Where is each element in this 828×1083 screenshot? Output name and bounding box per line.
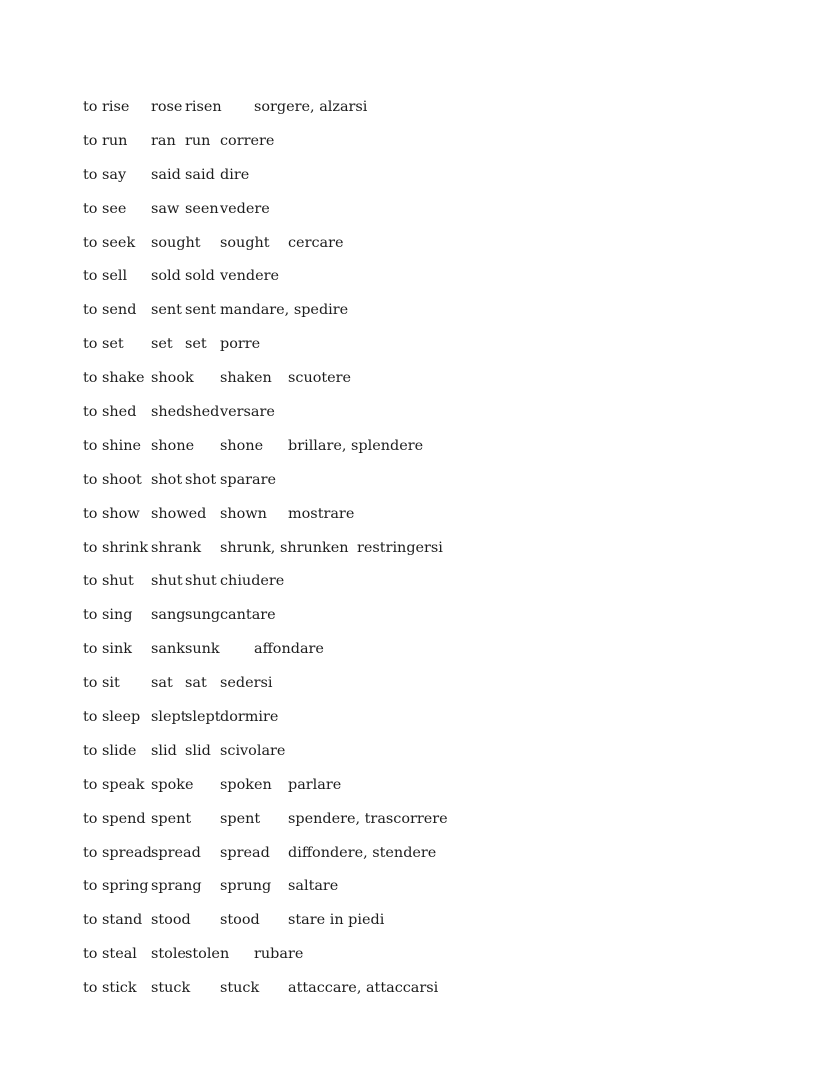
verb-infinitive: to shake	[83, 370, 145, 387]
verb-row	[83, 97, 803, 131]
verb-past: spent	[151, 810, 192, 827]
verb-participle: sent	[185, 302, 216, 319]
verb-row	[83, 944, 803, 978]
verb-row	[83, 504, 803, 538]
verb-translation: restringersi	[357, 539, 443, 556]
verb-participle: sung	[185, 607, 221, 624]
verb-past: spoke	[151, 776, 194, 793]
verb-translation: sedersi	[220, 675, 273, 692]
verb-infinitive: to spread	[83, 844, 152, 861]
verb-participle: set	[185, 336, 207, 353]
verb-infinitive: to sell	[83, 268, 128, 285]
verb-participle: shed	[185, 404, 220, 421]
verb-infinitive: to sing	[83, 607, 133, 624]
verb-past: shut	[151, 573, 183, 590]
verb-translation: brillare, splendere	[288, 437, 424, 454]
verb-translation: mandare, spedire	[220, 302, 349, 319]
verb-translation: vendere	[220, 268, 280, 285]
verb-translation: cantare	[220, 607, 276, 624]
verb-translation: attaccare, attaccarsi	[288, 980, 439, 997]
verb-past: shone	[151, 437, 195, 454]
verb-past: slid	[151, 742, 177, 759]
verb-infinitive: to say	[83, 166, 127, 183]
irregular-verb-list	[83, 97, 803, 1012]
verb-past: stuck	[151, 980, 191, 997]
verb-past: sold	[151, 268, 181, 285]
verb-participle: slid	[185, 742, 211, 759]
verb-past: sang	[151, 607, 186, 624]
verb-past: shot	[151, 471, 183, 488]
verb-participle: risen	[185, 99, 222, 115]
verb-infinitive: to steal	[83, 946, 137, 963]
verb-past: shed	[151, 404, 186, 421]
verb-row	[83, 470, 803, 504]
verb-infinitive: to stand	[83, 912, 143, 929]
verb-translation: sorgere, alzarsi	[254, 99, 368, 115]
verb-row	[83, 402, 803, 436]
verb-translation: dire	[220, 166, 250, 183]
verb-past: said	[151, 166, 181, 183]
verb-translation: saltare	[288, 878, 339, 895]
verb-translation: scivolare	[220, 742, 286, 759]
verb-participle: sold	[185, 268, 215, 285]
verb-past: slept	[151, 709, 187, 726]
verb-infinitive: to slide	[83, 742, 137, 759]
verb-infinitive: to spend	[83, 810, 146, 827]
verb-translation: cercare	[288, 234, 344, 251]
verb-row	[83, 571, 803, 605]
verb-translation: affondare	[254, 641, 324, 658]
verb-infinitive: to sink	[83, 641, 132, 658]
verb-row	[83, 233, 803, 267]
verb-participle: stood	[220, 912, 260, 929]
verb-infinitive: to shrink	[83, 539, 149, 556]
verb-participle: said	[185, 166, 215, 183]
verb-participle: shot	[185, 471, 217, 488]
verb-infinitive: to seek	[83, 234, 136, 251]
verb-translation: diffondere, stendere	[288, 844, 437, 861]
verb-translation: rubare	[254, 946, 304, 963]
verb-past: stole	[151, 946, 186, 963]
verb-past: sank	[151, 641, 185, 658]
verb-row	[83, 741, 803, 775]
verb-infinitive: to sit	[83, 675, 120, 692]
verb-translation: mostrare	[288, 505, 355, 522]
verb-row	[83, 639, 803, 673]
verb-infinitive: to see	[83, 200, 127, 217]
verb-past: ran	[151, 132, 176, 149]
verb-participle: run	[185, 132, 211, 149]
verb-infinitive: to shed	[83, 404, 137, 421]
verb-participle: shown	[220, 505, 267, 522]
verb-translation: stare in piedi	[288, 912, 385, 929]
verb-row	[83, 199, 803, 233]
verb-translation: vedere	[220, 200, 270, 217]
verb-participle: stolen	[185, 946, 230, 963]
verb-infinitive: to shine	[83, 437, 142, 454]
verb-row	[83, 605, 803, 639]
verb-row	[83, 334, 803, 368]
verb-translation: spendere, trascorrere	[288, 810, 448, 827]
verb-past: sat	[151, 675, 173, 692]
verb-participle: sunk	[185, 641, 220, 658]
verb-past: set	[151, 336, 173, 353]
verb-row	[83, 876, 803, 910]
verb-translation: parlare	[288, 776, 342, 793]
verb-row	[83, 910, 803, 944]
verb-infinitive: to spring	[83, 878, 149, 895]
verb-row	[83, 436, 803, 470]
verb-row	[83, 368, 803, 402]
verb-translation: correre	[220, 132, 275, 149]
verb-participle: sprung	[220, 878, 272, 895]
verb-row	[83, 843, 803, 877]
verb-past: sought	[151, 234, 201, 251]
verb-infinitive: to rise	[83, 99, 130, 115]
verb-past: shrank	[151, 539, 202, 556]
verb-infinitive: to speak	[83, 776, 145, 793]
verb-past: spread	[151, 844, 201, 861]
verb-participle: shrunk, shrunken	[220, 539, 349, 556]
verb-participle: spread	[220, 844, 270, 861]
verb-participle: seen	[185, 200, 219, 217]
verb-past: sent	[151, 302, 182, 319]
verb-participle: shut	[185, 573, 217, 590]
verb-translation: sparare	[220, 471, 277, 488]
verb-row	[83, 673, 803, 707]
verb-row	[83, 165, 803, 199]
verb-row	[83, 707, 803, 741]
verb-infinitive: to send	[83, 302, 137, 319]
verb-translation: versare	[220, 404, 275, 421]
verb-past: stood	[151, 912, 191, 929]
verb-infinitive: to show	[83, 505, 140, 522]
verb-translation: chiudere	[220, 573, 285, 590]
verb-row	[83, 978, 803, 1012]
verb-infinitive: to stick	[83, 980, 137, 997]
verb-translation: dormire	[220, 709, 279, 726]
verb-translation: porre	[220, 336, 261, 353]
verb-infinitive: to set	[83, 336, 124, 353]
verb-infinitive: to shoot	[83, 471, 142, 488]
verb-row	[83, 300, 803, 334]
verb-participle: slept	[185, 709, 221, 726]
verb-participle: shaken	[220, 370, 272, 387]
verb-participle: sat	[185, 675, 207, 692]
verb-participle: shone	[220, 437, 264, 454]
verb-past: showed	[151, 505, 207, 522]
verb-row	[83, 809, 803, 843]
verb-row	[83, 131, 803, 165]
verb-past: sprang	[151, 878, 202, 895]
verb-infinitive: to run	[83, 132, 128, 149]
verb-translation: scuotere	[288, 370, 352, 387]
verb-participle: spoken	[220, 776, 272, 793]
verb-participle: stuck	[220, 980, 260, 997]
verb-past: rose	[151, 99, 183, 115]
verb-row	[83, 538, 803, 572]
verb-row	[83, 266, 803, 300]
verb-past: shook	[151, 370, 194, 387]
verb-infinitive: to shut	[83, 573, 134, 590]
verb-infinitive: to sleep	[83, 709, 141, 726]
verb-participle: sought	[220, 234, 270, 251]
verb-past: saw	[151, 200, 180, 217]
verb-row	[83, 775, 803, 809]
verb-participle: spent	[220, 810, 261, 827]
